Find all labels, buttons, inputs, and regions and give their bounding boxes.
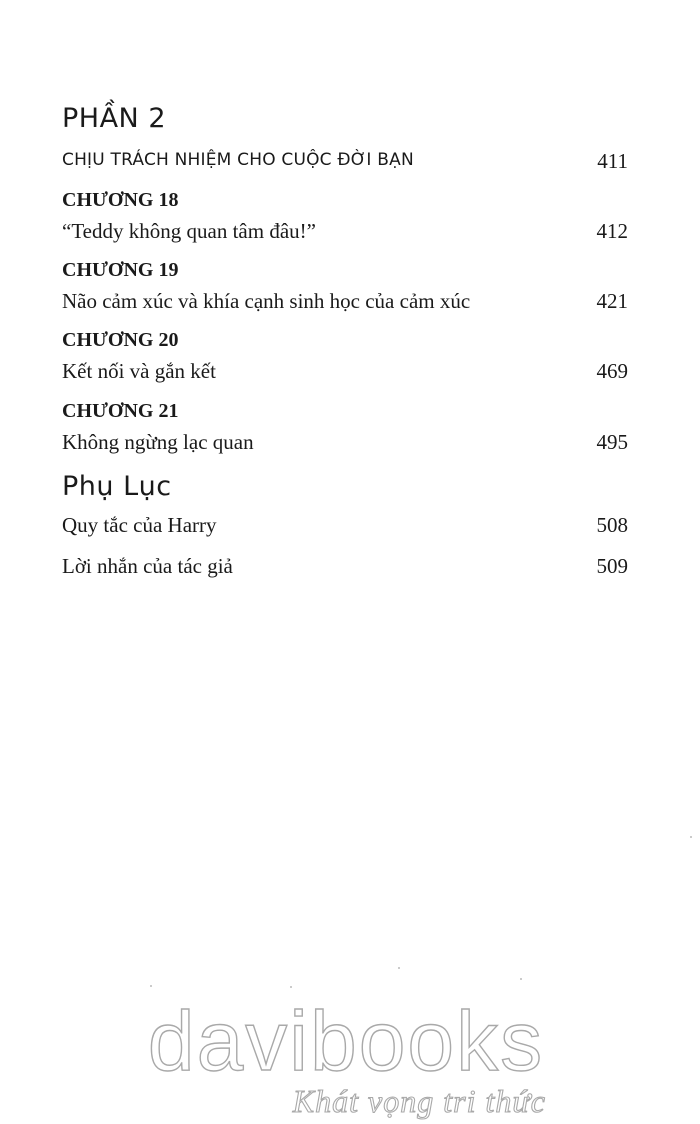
appendix-entry-page-number: 508 xyxy=(596,513,628,537)
chapter-page-number: 412 xyxy=(596,219,628,243)
chapter-page-number: 495 xyxy=(596,430,628,454)
chapter-title: Không ngừng lạc quan xyxy=(62,430,254,454)
part-heading: PHẦN 2 xyxy=(62,103,167,134)
watermark-brand: davibooks xyxy=(147,994,545,1088)
chapter-label: CHƯƠNG 18 xyxy=(62,189,179,211)
chapter-label: CHƯƠNG 21 xyxy=(62,400,179,422)
appendix-entry-title: Quy tắc của Harry xyxy=(62,513,217,537)
chapter-page-number: 469 xyxy=(596,359,628,383)
chapter-label: CHƯƠNG 20 xyxy=(62,329,179,351)
part-page-number: 411 xyxy=(597,149,628,173)
chapter-page-number: 421 xyxy=(596,289,628,313)
appendix-entry-page-number: 509 xyxy=(596,554,628,578)
appendix-heading: Phụ Lục xyxy=(62,471,172,502)
scan-speck xyxy=(290,986,292,988)
chapter-title: Kết nối và gắn kết xyxy=(62,359,216,383)
chapter-label: CHƯƠNG 19 xyxy=(62,259,179,281)
davibooks-watermark xyxy=(0,990,700,1124)
scan-speck xyxy=(150,985,152,987)
watermark-tagline: Khát vọng tri thức xyxy=(292,1083,546,1119)
scan-speck xyxy=(690,836,692,838)
appendix-entry-title: Lời nhắn của tác giả xyxy=(62,554,233,578)
scan-speck xyxy=(520,978,522,980)
scan-speck xyxy=(398,967,400,969)
part-subtitle: CHỊU TRÁCH NHIỆM CHO CUỘC ĐỜI BẠN xyxy=(62,150,414,170)
chapter-title: “Teddy không quan tâm đâu!” xyxy=(62,219,316,243)
chapter-title: Não cảm xúc và khía cạnh sinh học của cảm xúc xyxy=(62,289,471,313)
